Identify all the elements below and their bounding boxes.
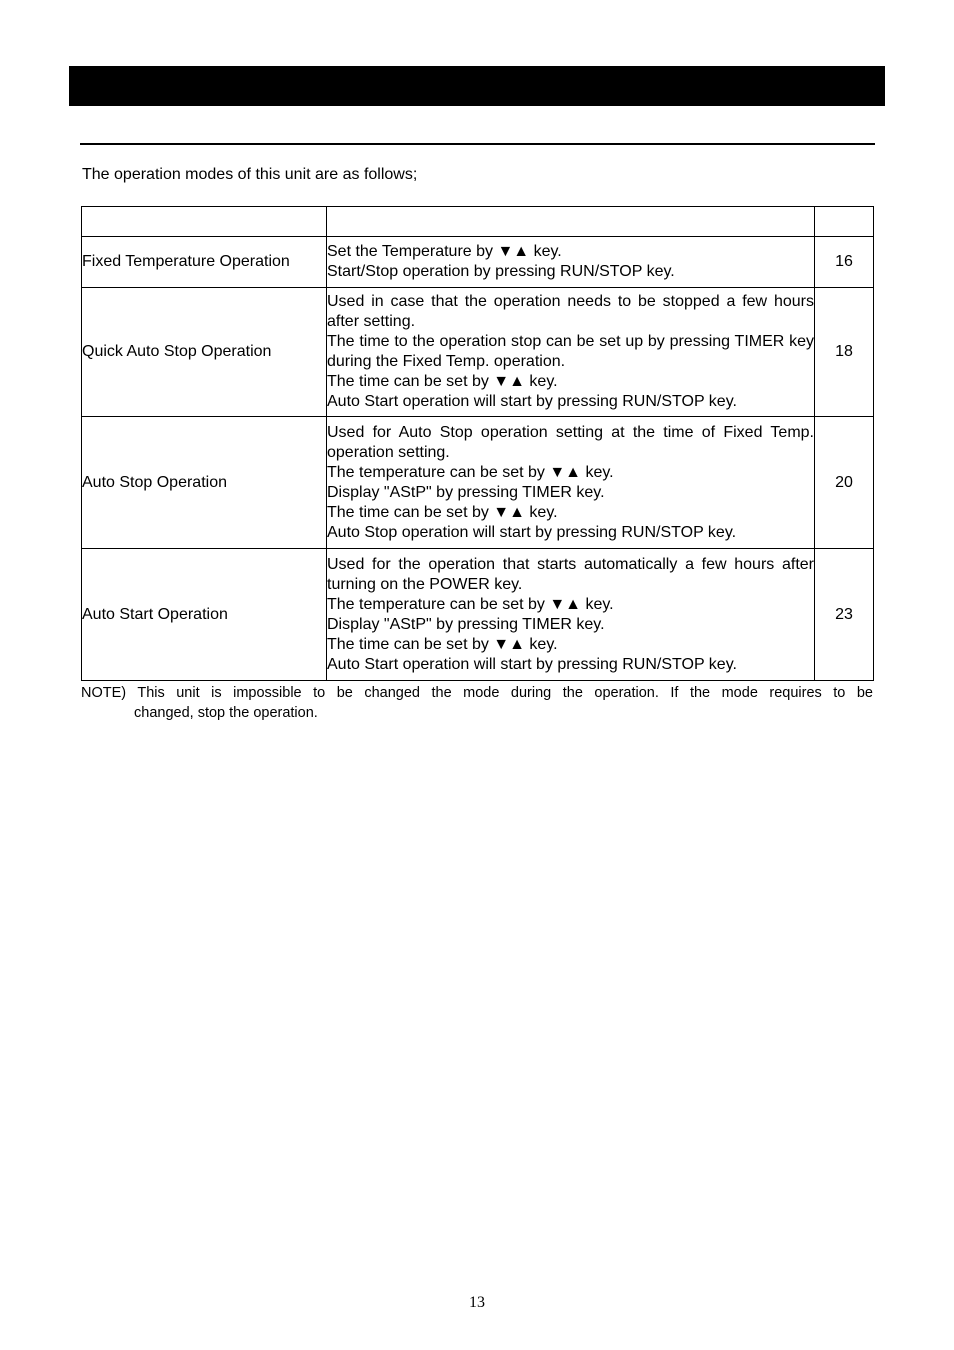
- mode-description: [327, 417, 815, 549]
- table-row: [82, 417, 874, 549]
- description-line: The time can be set by ▼▲ key.: [327, 635, 558, 653]
- note-line: changed, stop the operation.: [134, 704, 318, 721]
- description-line: Display "AStP" by pressing TIMER key.: [327, 615, 605, 633]
- mode-description: [327, 237, 815, 288]
- mode-name: Quick Auto Stop Operation: [82, 288, 327, 417]
- description-line: Used in case that the operation needs to be stopped a few hours after setting.: [327, 293, 814, 330]
- description-line: The time can be set by ▼▲ key.: [327, 503, 558, 521]
- operation-modes-table: [81, 206, 874, 681]
- description-line: Auto Start operation will start by pressing RUN/STOP key.: [327, 655, 737, 673]
- header-cell-page: [815, 207, 874, 237]
- table-header-row: [82, 207, 874, 237]
- mode-name: Auto Start Operation: [82, 549, 327, 681]
- section-header-bar: [69, 66, 885, 106]
- description-line: The time can be set by ▼▲ key.: [327, 373, 558, 390]
- description-line: Set the Temperature by ▼▲ key.: [327, 243, 562, 260]
- header-cell-mode: [82, 207, 327, 237]
- mode-name: Auto Stop Operation: [82, 417, 327, 549]
- table-row: [82, 237, 874, 288]
- description-line: Start/Stop operation by pressing RUN/STOP key.: [327, 263, 675, 280]
- page-reference: 23: [815, 549, 874, 681]
- mode-description: [327, 549, 815, 681]
- page-reference: 20: [815, 417, 874, 549]
- page-number: 13: [469, 1294, 485, 1311]
- note-line: NOTE) This unit is impossible to be changed the mode during the operation. If the mode requires to be: [81, 685, 873, 701]
- description-line: Used for the operation that starts automatically a few hours after turning on the POWER key.: [327, 555, 814, 593]
- table-row: [82, 288, 874, 417]
- title-underline: [80, 143, 875, 145]
- table-row: [82, 549, 874, 681]
- mode-description: [327, 288, 815, 417]
- description-line: The temperature can be set by ▼▲ key.: [327, 463, 614, 481]
- note-text: [81, 684, 873, 723]
- description-line: Auto Stop operation will start by pressing RUN/STOP key.: [327, 523, 737, 541]
- page-reference: 18: [815, 288, 874, 417]
- description-line: The temperature can be set by ▼▲ key.: [327, 595, 614, 613]
- description-line: Display "AStP" by pressing TIMER key.: [327, 483, 605, 501]
- header-cell-description: [327, 207, 815, 237]
- mode-name: Fixed Temperature Operation: [82, 237, 327, 288]
- description-line: Used for Auto Stop operation setting at the time of Fixed Temp. operation setting.: [327, 423, 814, 461]
- description-line: Auto Start operation will start by pressing RUN/STOP key.: [327, 393, 737, 410]
- page-reference: 16: [815, 237, 874, 288]
- intro-text: The operation modes of this unit are as follows;: [82, 166, 418, 183]
- description-line: The time to the operation stop can be set up by pressing TIMER key during the Fixed Temp. operation.: [327, 333, 814, 370]
